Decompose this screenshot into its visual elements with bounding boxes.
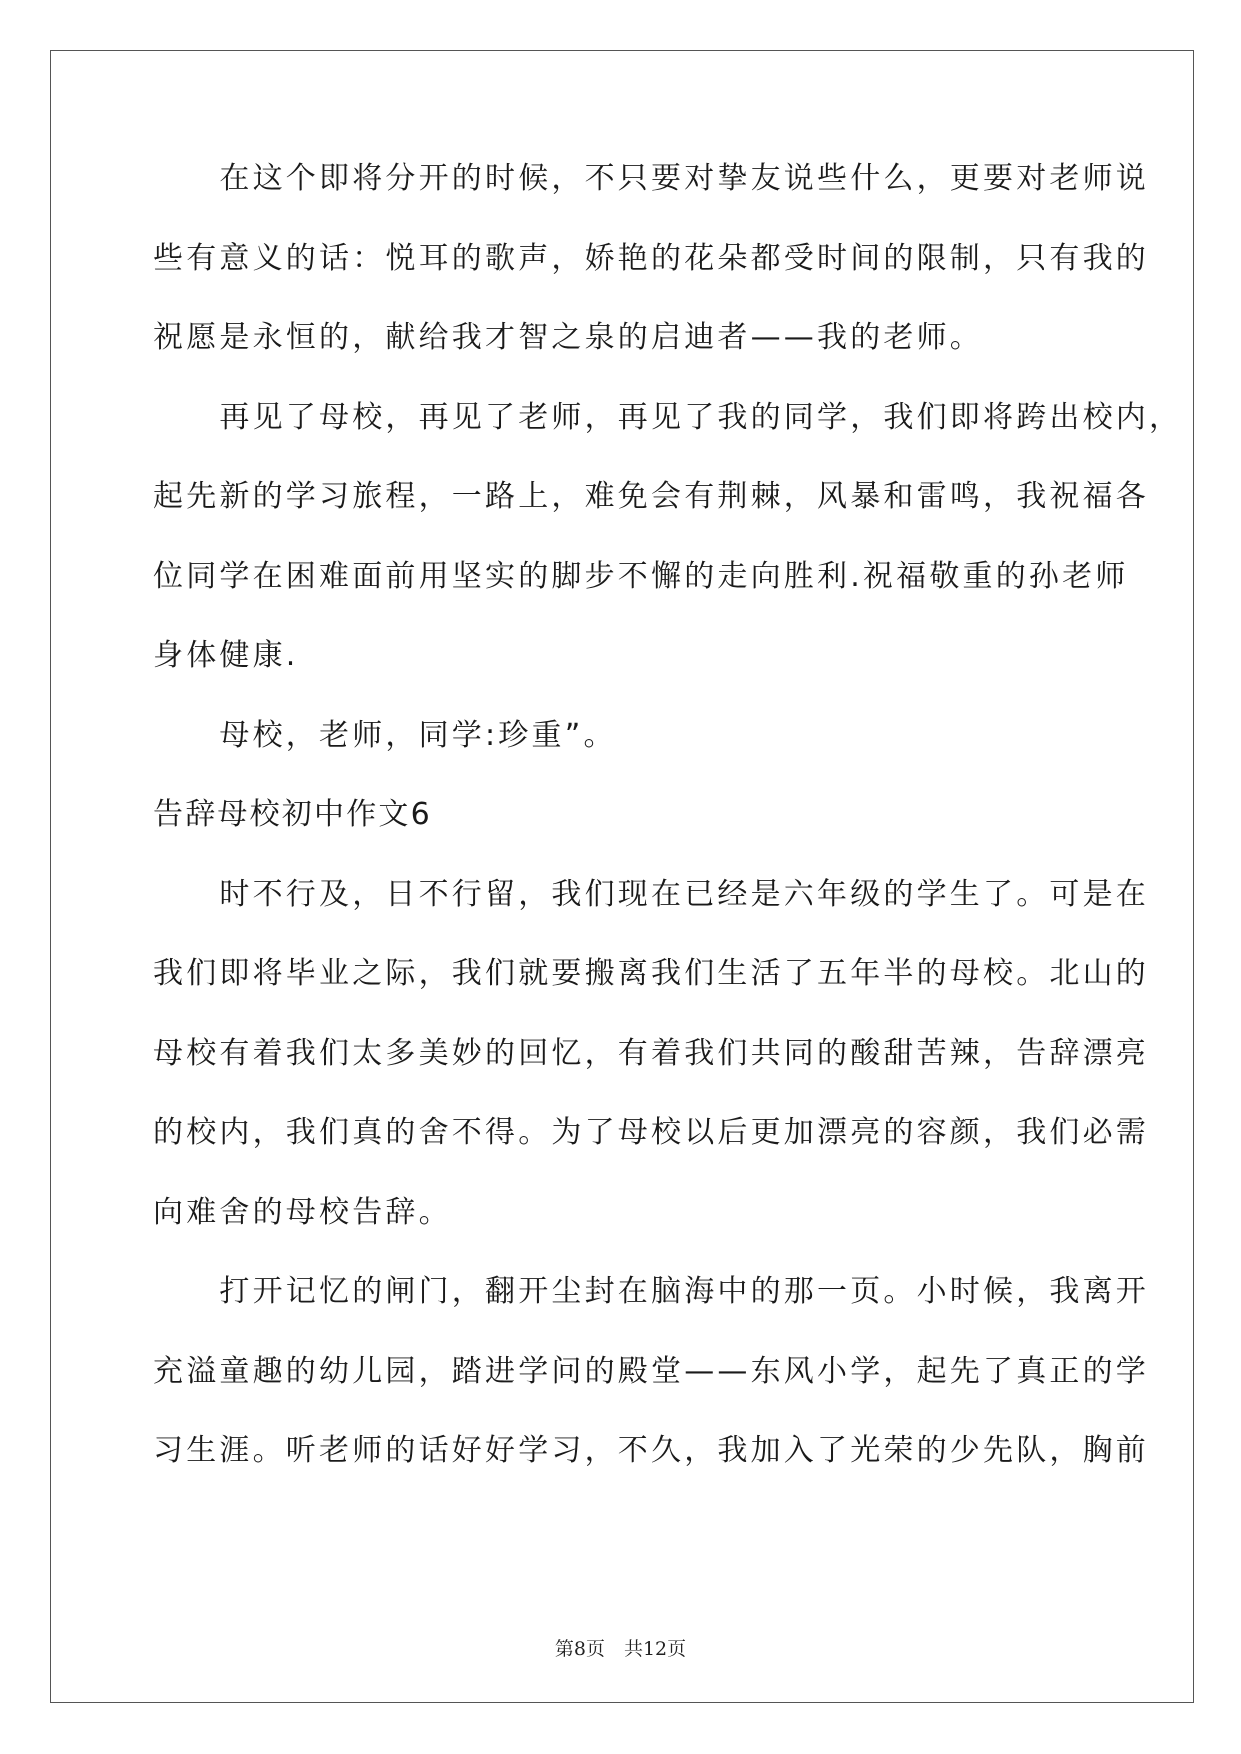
text-line: 再见了母校，再见了老师，再见了我的同学，我们即将跨出校内， — [153, 399, 1183, 435]
text-line: 的校内，我们真的舍不得。为了母校以后更加漂亮的容颜，我们必需 — [153, 1115, 1149, 1150]
text-line: 在这个即将分开的时候，不只要对挚友说些什么，更要对老师说 — [153, 161, 1149, 196]
text-line: 我们即将毕业之际，我们就要搬离我们生活了五年半的母校。北山的 — [153, 956, 1149, 991]
text-line: 习生涯。听老师的话好好学习，不久，我加入了光荣的少先队，胸前 — [153, 1433, 1149, 1468]
text-line: 起先新的学习旅程，一路上，难免会有荆棘，风暴和雷鸣，我祝福各 — [153, 479, 1149, 514]
section-heading: 告辞母校初中作文6 — [153, 797, 432, 832]
text-line: 母校，老师，同学:珍重”。 — [153, 717, 617, 753]
text-line: 向难舍的母校告辞。 — [153, 1194, 452, 1230]
text-line: 打开记忆的闸门，翻开尘封在脑海中的那一页。小时候，我离开 — [153, 1274, 1149, 1309]
text-line: 时不行及，日不行留，我们现在已经是六年级的学生了。可是在 — [153, 876, 1149, 912]
text-line: 身体健康. — [153, 638, 299, 673]
text-line: 些有意义的话：悦耳的歌声，娇艳的花朵都受时间的限制，只有我的 — [153, 240, 1149, 276]
page-number: 第8页 共12页 — [554, 1638, 687, 1660]
text-line: 母校有着我们太多美妙的回忆，有着我们共同的酸甜苦辣，告辞漂亮 — [153, 1035, 1149, 1071]
text-line: 充溢童趣的幼儿园，踏进学问的殿堂——东风小学，起先了真正的学 — [153, 1353, 1149, 1389]
text-line: 位同学在困难面前用坚实的脚步不懈的走向胜利.祝福敬重的孙老师 — [153, 558, 1129, 594]
text-line: 祝愿是永恒的，献给我才智之泉的启迪者——我的老师。 — [153, 320, 983, 355]
document-body — [153, 161, 1183, 1514]
